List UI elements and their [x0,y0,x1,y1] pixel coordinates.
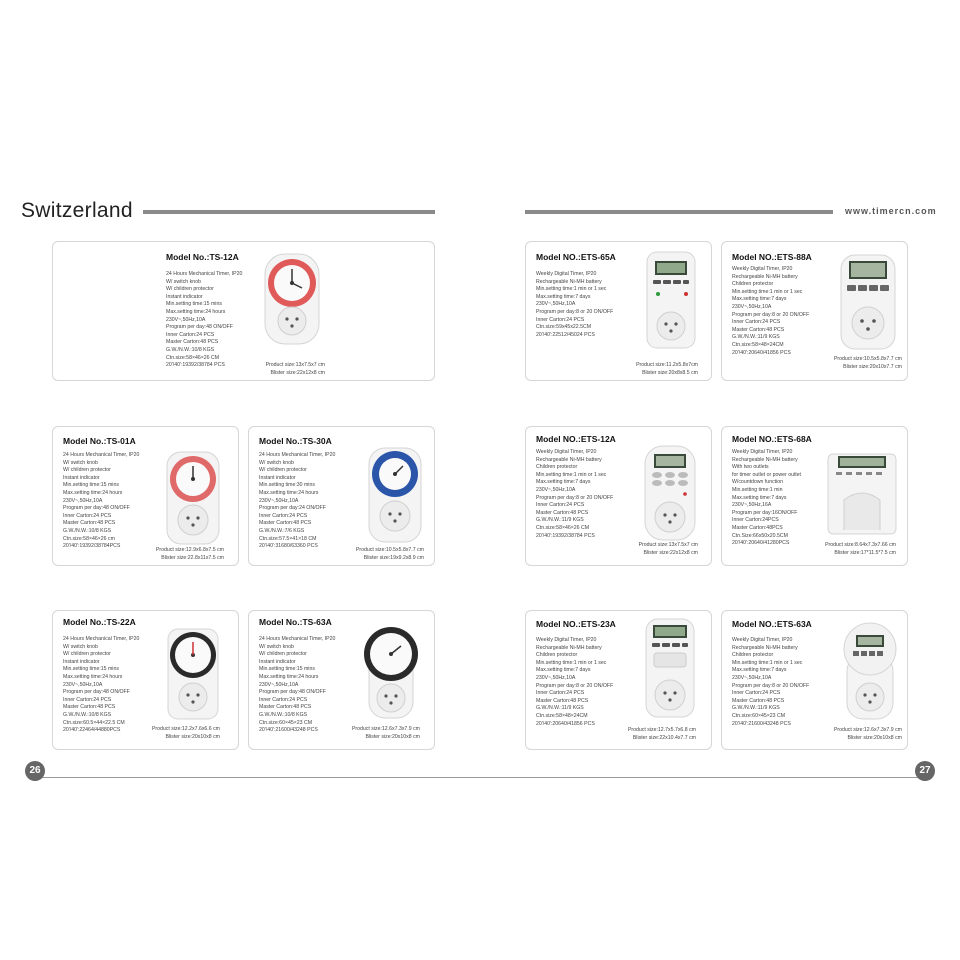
spec-list: Weekly Digital Timer, IP20 Rechargeable Ni-MH battery With two outlets for timer outlet or power outlet W/countdown function Min.setting time:1 min Max.setting time:7 days 230V~,50Hz,16A Program per day:16ON/OFF Inner Carton:24PCS Master Carton:48PCS Ctn.Size:66x50x20.5CM 20'/40':20640/41280PCS [732,449,801,547]
model-number: Model NO.:ETS-12A [536,434,616,444]
product-image [165,450,221,551]
product-card-ts-12a [52,241,435,381]
model-number: Model NO.:ETS-63A [732,619,812,629]
spec-list: 24 Hours Mechanical Timer, IP20 W/ switch knob W/ children protector Instant indicator Min.setting time:30 mins Max.setting time:24 hours 230V~,50Hz,10A Program per day:24 ON/OFF Inner Carton:24 PCS Master Carton:48 PCS G.W./N.W.:7/6 KGS Ctn.size:57.5×41×18 CM 20'/40':31680/63360 PCS [259,452,336,550]
product-image [361,624,421,727]
spec-list: 24 Hours Mechanical Timer, IP20 W/ switch knob W/ children protector Instant indicator Min.setting time:15 mins Max.setting time:24 hours 230V~,50Hz,10A Program per day:48 ON/OFF Inner Carton:24 PCS Master Carton:48 PCS G.W./N.W.:10/8 KGS Ctn.size:58×46×26 CM 20'/40':19392/38784 PCS [166,271,243,369]
model-number: Model No.:TS-30A [259,436,332,446]
spec-list: 24 Hours Mechanical Timer, IP20 W/ switch knob W/ children protector Instant indicator Min.setting time:15 mins Max.setting time:24 hours 230V~,50Hz,10A Program per day:48 ON/OFF Inner Carton:24 PCS Master Carton:48 PCS G.W./N.W.:10/8 KGS Ctn.size:60.5×44×22.5 CM 20'/40':22464/44880PCS [63,636,140,734]
model-number: Model NO.:ETS-88A [732,252,812,262]
spec-list: Weekly Digital Timer, IP20 Rechargeable Ni-MH battery Children protector Min.setting time:1 min or 1 sec Max.setting time:7 days 230V~,50Hz,10A Program per day:8 or 20 ON/OFF Inner Carton:24 PCS Master Carton:48 PCS G.W./N.W.:11/9 KGS Ctn.size:58×48×24CM 20'/40':20640/41856 PCS [732,266,810,356]
spec-list: Weekly Digital Timer, IP20 Rechargeable Ni-MH battery Min.setting time:1 min or 1 sec Max.setting time:7 days 230V~,50Hz,10A Program per day:8 or 20 ON/OFF Inner Carton:24 PCS Ctn.size:59x45x22.5CM 20'/40':22512/45024 PCS [536,271,614,338]
product-image [822,450,902,543]
spec-list: Weekly Digital Timer, IP20 Rechargeable Ni-MH battery Children protector Min.setting time:1 min or 1 sec Max.setting time:7 days 230V~,50Hz,10A Program per day:8 or 20 ON/OFF Inner Carton:24 PCS Master Carton:48 PCS G.W./N.W.:11/9 KGS Ctn.size:60×45×23 CM 20'/40':21600/43248 PCS [732,637,810,727]
product-image [367,446,423,549]
product-image [841,621,899,726]
spec-list: 24 Hours Mechanical Timer, IP20 W/ switch knob W/ children protector Instant indicator Min.setting time:15 mins Max.setting time:24 hours 230V~,50Hz,10A Program per day:48 ON/OFF Inner Carton:24 PCS Master Carton:48 PCS G.W./N.W.:10/8 KGS Ctn.size:60×45×23 CM 20'/40':21600/43248 PCS [259,636,336,734]
size-info: Product size:12.6x7.3x7.9 cm Blister size:20x10x8 cm [351,726,420,740]
product-image [166,627,220,726]
spec-list: Weekly Digital Timer, IP20 Rechargeable Ni-MH battery Children protector Min.setting time:1 min or 1 sec Max.setting time:7 days 230V~,50Hz,10A Program per day:8 or 20 ON/OFF Inner Carton:24 PCS Master Carton:48 PCS G.W./N.W.:11/9 KGS Ctn.size:58×46×26 CM 20'/40':19392/38784 PCS [536,449,614,539]
size-info: Product size:12.6x7.3x7.9 cm Blister size:20x10x8 cm [833,727,902,741]
model-number: Model No.:TS-12A [166,252,239,262]
header-rule-left [143,210,435,214]
product-image [263,252,321,351]
product-image [643,444,697,547]
footer-rule [42,777,920,778]
model-number: Model No.:TS-63A [259,617,332,627]
page-number-right: 27 [915,761,935,781]
product-image [645,250,697,355]
size-info: Product size:8.64x7.3x7.66 cm Blister size:17*11.5*7.5 cm [825,542,896,556]
header-rule-right [525,210,833,214]
size-info: Product size:11.2x5.8x7cm Blister size:20x8x8.5 cm [636,362,698,376]
size-info: Product size:13x7.5x7 cm Blister size:22x12x8 cm [265,362,325,376]
size-info: Product size:10.5x5.8x7.7 cm Blister size:20x10x7.7 cm [833,356,902,370]
model-number: Model No.:TS-22A [63,617,136,627]
model-number: Model No.:TS-01A [63,436,136,446]
page-title: Switzerland [21,199,133,222]
product-image [839,253,897,356]
size-info: Product size:12.2x7.6x6.6 cm Blister size:20x10x8 cm [151,726,220,740]
size-info: Product size:10.5x5.8x7.7 cm Blister size:19x9.2x8.9 cm [355,547,424,561]
model-number: Model NO.:ETS-65A [536,252,616,262]
spec-list: Weekly Digital Timer, IP20 Rechargeable Ni-MH battery Children protector Min.setting time:1 min or 1 sec Max.setting time:7 days 230V~,50Hz,10A Program per day:8 or 20 ON/OFF Inner Carton:24 PCS Master Carton:48 PCS G.W./N.W.:11/9 KGS Ctn.size:58×48×24CM 20'/40':20640/41856 PCS [536,637,614,727]
product-image [644,617,696,724]
size-info: Product size:13x7.5x7 cm Blister size:22x12x8 cm [638,542,698,556]
size-info: Product size:12.9x6.8x7.5 cm Blister size:22.8x11x7.5 cm [155,547,224,561]
model-number: Model NO.:ETS-68A [732,434,812,444]
model-number: Model NO.:ETS-23A [536,619,616,629]
website-link[interactable]: www.timercn.com [845,206,937,216]
page-number-left: 26 [25,761,45,781]
size-info: Product size:12.7x5.7x6.8 cm Blister size:22x10.4x7.7 cm [627,727,696,741]
spec-list: 24 Hours Mechanical Timer, IP20 W/ switch knob W/ children protector Instant indicator Min.setting time:15 mins Max.setting time:24 hours 230V~,50Hz,10A Program per day:48 ON/OFF Inner Carton:24 PCS Master Carton:48 PCS G.W./N.W.:10/8 KGS Ctn.size:58×46×26 cm 20'/40':19392/38784PCS [63,452,140,550]
